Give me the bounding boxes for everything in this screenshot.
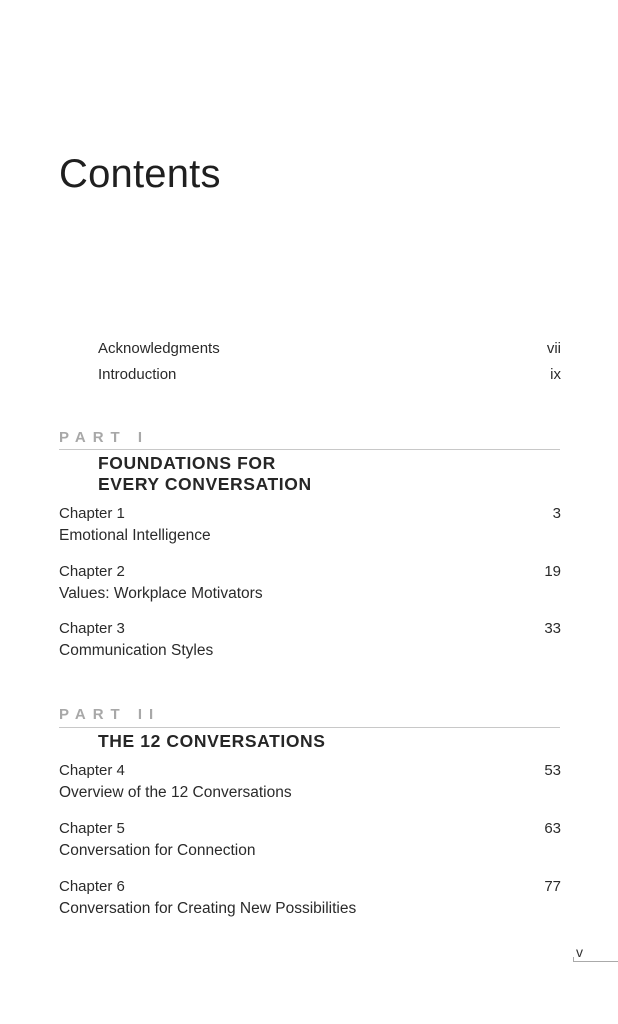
chapter-title: Values: Workplace Motivators [59,585,263,602]
page-number: v [576,944,583,960]
part-title [98,731,326,752]
toc-chapter-entry[interactable] [59,878,561,922]
chapter-page: 77 [544,878,561,895]
part-title-line: FOUNDATIONS FOR [98,453,276,473]
toc-chapter-entry[interactable] [59,620,561,664]
toc-entry-page: vii [546,340,561,357]
toc-entry-page: ix [550,366,561,383]
part-title-line: THE 12 CONVERSATIONS [98,731,326,751]
chapter-number: Chapter 6 [59,878,125,895]
toc-chapter-entry[interactable] [59,762,561,806]
chapter-number: Chapter 4 [59,762,125,779]
part-title-line: EVERY CONVERSATION [98,474,312,494]
toc-entry-label: Introduction [98,366,177,383]
chapter-number: Chapter 2 [59,563,125,580]
chapter-page: 19 [544,563,561,580]
toc-entry-acknowledgments[interactable] [98,340,561,360]
chapter-page: 33 [544,620,561,637]
page-title: Contents [59,152,221,196]
chapter-number: Chapter 5 [59,820,125,837]
part-divider [59,727,560,728]
folio-rule [573,961,618,962]
chapter-page: 63 [544,820,561,837]
chapter-page: 3 [552,505,561,522]
chapter-title: Conversation for Connection [59,842,256,859]
chapter-number: Chapter 1 [59,505,125,522]
chapter-title: Overview of the 12 Conversations [59,784,292,801]
part-label: PART II [59,706,161,723]
chapter-title: Emotional Intelligence [59,527,211,544]
chapter-number: Chapter 3 [59,620,125,637]
folio-tick [573,957,574,961]
chapter-title: Communication Styles [59,642,214,659]
toc-entry-label: Acknowledgments [98,340,220,357]
chapter-title: Conversation for Creating New Possibilities [59,900,357,917]
part-divider [59,449,560,450]
part-title [98,453,312,495]
part-label: PART I [59,429,150,446]
chapter-page: 53 [544,762,561,779]
toc-entry-introduction[interactable] [98,366,561,386]
toc-chapter-entry[interactable] [59,505,561,549]
toc-chapter-entry[interactable] [59,820,561,864]
toc-chapter-entry[interactable] [59,563,561,607]
